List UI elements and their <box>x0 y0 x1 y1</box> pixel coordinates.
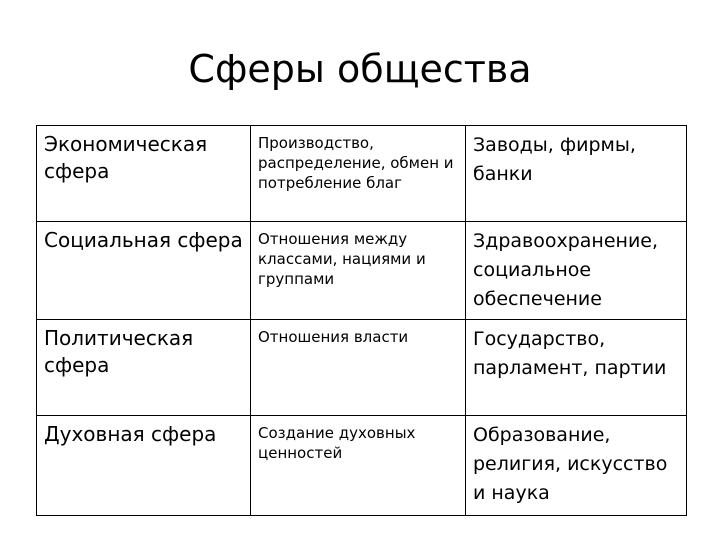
sphere-name: Социальная сфера <box>44 228 243 252</box>
sphere-relations-cell <box>251 222 466 320</box>
sphere-institutions: Образование, религия, искусство и наука <box>473 424 668 504</box>
sphere-name-cell <box>37 126 251 222</box>
sphere-name-cell <box>37 320 251 416</box>
sphere-relations: Отношения между классами, нациями и группами <box>258 230 426 288</box>
sphere-relations-cell <box>251 320 466 416</box>
sphere-name: Духовная сфера <box>44 422 217 446</box>
sphere-name: Экономическая сфера <box>44 132 208 183</box>
sphere-institutions: Заводы, фирмы, банки <box>473 134 636 185</box>
sphere-institutions-cell <box>466 320 687 416</box>
table-row-spiritual <box>37 416 687 516</box>
sphere-relations-cell <box>251 126 466 222</box>
sphere-name-cell <box>37 416 251 516</box>
sphere-institutions-cell <box>466 126 687 222</box>
sphere-relations-cell <box>251 416 466 516</box>
sphere-institutions-cell <box>466 416 687 516</box>
slide-title: Сферы общества <box>188 47 532 91</box>
sphere-institutions-cell <box>466 222 687 320</box>
table-row-social <box>37 222 687 320</box>
sphere-relations: Производство, распределение, обмен и потребление благ <box>258 134 454 192</box>
table-row-political <box>37 320 687 416</box>
sphere-institutions: Здравоохранение, социальное обеспечение <box>473 230 659 310</box>
sphere-name: Политическая сфера <box>44 326 194 377</box>
sphere-name-cell <box>37 222 251 320</box>
spheres-table <box>36 125 687 516</box>
table-row-economic <box>37 126 687 222</box>
sphere-institutions: Государство, парламент, партии <box>473 328 667 379</box>
sphere-relations: Создание духовных ценностей <box>258 424 416 462</box>
sphere-relations: Отношения власти <box>258 328 409 346</box>
